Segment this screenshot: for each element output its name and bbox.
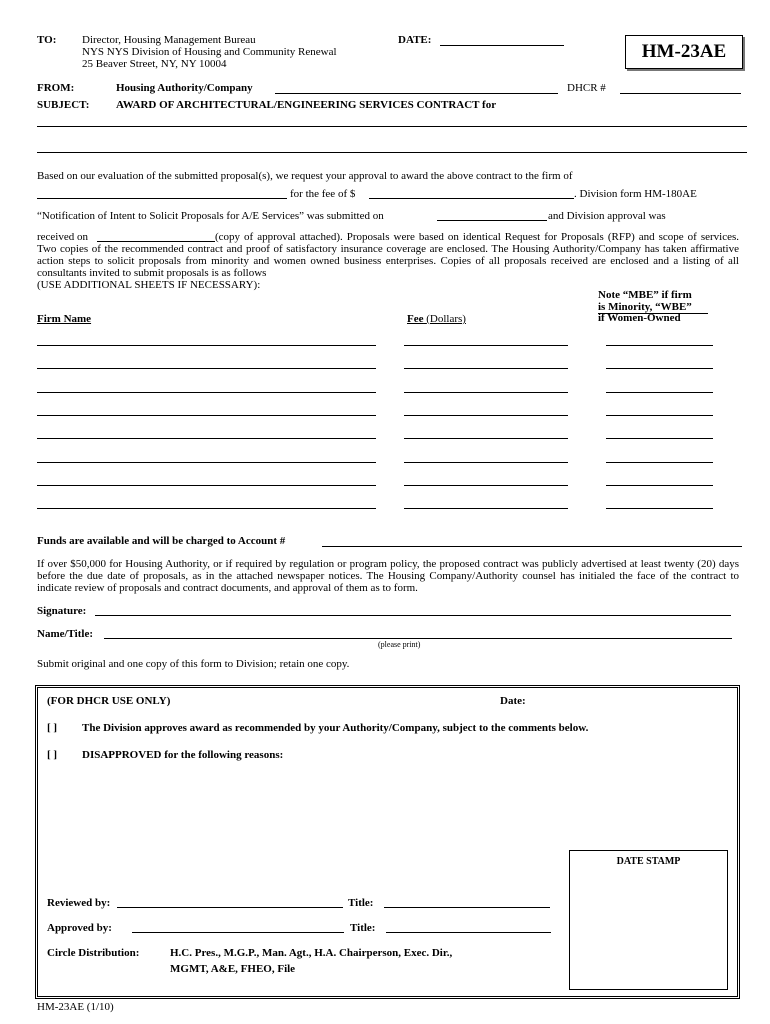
from-field-label: Housing Authority/Company bbox=[116, 82, 253, 94]
name-title-label: Name/Title: bbox=[37, 628, 94, 640]
received-on-label: received on bbox=[37, 231, 88, 243]
fee-row-8-field[interactable] bbox=[404, 508, 568, 509]
firm-name-row-6-field[interactable] bbox=[37, 462, 376, 463]
fee-header-unit: (Dollars) bbox=[426, 313, 466, 325]
firm-name-row-7-field[interactable] bbox=[37, 485, 376, 486]
to-line-1: Director, Housing Management Bureau bbox=[82, 34, 256, 46]
firm-name-row-1-field[interactable] bbox=[37, 345, 376, 346]
approve-checkbox[interactable]: [ ] bbox=[47, 722, 58, 734]
mbe-wbe-row-2-field[interactable] bbox=[606, 368, 713, 369]
date-stamp-label: DATE STAMP bbox=[616, 856, 681, 867]
approve-text: The Division approves award as recommended by your Authority/Company, subject to the comments below. bbox=[82, 722, 589, 734]
subject-text: AWARD OF ARCHITECTURAL/ENGINEERING SERVICES CONTRACT for bbox=[116, 99, 497, 111]
subject-label: SUBJECT: bbox=[37, 99, 90, 111]
name-title-field[interactable] bbox=[104, 638, 732, 639]
from-field[interactable] bbox=[275, 93, 558, 94]
footer-form-id: HM-23AE (1/10) bbox=[37, 1001, 114, 1013]
funds-paragraph: If over $50,000 for Housing Authority, or if required by regulation or program policy, the proposed contract was publicly advertised at least twenty (20) days before the due date of proposals, as in the attached newspaper notices. The Housing Company/Authority counsel has initialed the face of the contract to indicate review of proposals and contract documents, and approval of them as to form. bbox=[37, 558, 739, 594]
mbe-wbe-row-1-field[interactable] bbox=[606, 345, 713, 346]
submitted-on-field[interactable] bbox=[437, 220, 547, 221]
circle-distribution-line-2[interactable]: MGMT, A&E, FHEO, File bbox=[170, 963, 296, 975]
fee-row-7-field[interactable] bbox=[404, 485, 568, 486]
form-code: HM-23AE bbox=[641, 41, 727, 62]
firm-column-header: Firm Name bbox=[37, 313, 92, 325]
mbe-header-underline bbox=[598, 313, 708, 314]
firm-name-row-5-field[interactable] bbox=[37, 438, 376, 439]
para2-additional: (USE ADDITIONAL SHEETS IF NECESSARY): bbox=[37, 279, 261, 291]
mbe-wbe-row-7-field[interactable] bbox=[606, 485, 713, 486]
mbe-wbe-row-6-field[interactable] bbox=[606, 462, 713, 463]
para2-text: (copy of approval attached). Proposals were based on identical Request for Proposals (RFP) and scope of services. Two copies of the recommended contract and proof of satisfactory insurance coverage are enclosed. The Housing Authority/Company has taken affirmative action steps to solicit proposals from minority and women owned business enterprises. Copies of all proposals received are enclosed and a listing of all consultants invited to submit proposals is as follows bbox=[37, 231, 739, 279]
mbe-wbe-row-4-field[interactable] bbox=[606, 415, 713, 416]
approved-by-label: Approved by: bbox=[47, 922, 112, 934]
mbe-wbe-row-3-field[interactable] bbox=[606, 392, 713, 393]
firm-name-row-2-field[interactable] bbox=[37, 368, 376, 369]
firm-name-row-4-field[interactable] bbox=[37, 415, 376, 416]
fee-row-6-field[interactable] bbox=[404, 462, 568, 463]
form-code-box bbox=[625, 35, 743, 69]
mbe-header-line-1: Note “MBE” if firm bbox=[598, 289, 692, 301]
fee-row-4-field[interactable] bbox=[404, 415, 568, 416]
fee-field[interactable] bbox=[369, 198, 574, 199]
mbe-header-line-2: is Minority, “WBE” bbox=[598, 300, 692, 313]
to-line-2: NYS NYS Division of Housing and Community Renewal bbox=[82, 46, 337, 58]
mbe-header-line-3: if Women-Owned bbox=[598, 312, 681, 324]
submit-note: Submit original and one copy of this form to Division; retain one copy. bbox=[37, 658, 350, 670]
fee-row-5-field[interactable] bbox=[404, 438, 568, 439]
division-form-text: . Division form HM-180AE bbox=[574, 188, 697, 200]
mbe-column-header bbox=[598, 290, 692, 325]
mbe-wbe-row-8-field[interactable] bbox=[606, 508, 713, 509]
signature-label: Signature: bbox=[37, 605, 87, 617]
dhcr-label: DHCR # bbox=[567, 82, 606, 94]
circle-distribution-line-1[interactable]: H.C. Pres., M.G.P., Man. Agt., H.A. Chairperson, Exec. Dir., bbox=[170, 947, 453, 959]
para1-line1: Based on our evaluation of the submitted proposal(s), we request your approval to award the above contract to the firm of bbox=[37, 170, 573, 182]
para2-line1-a: “Notification of Intent to Solicit Proposals for A/E Services” was submitted on bbox=[37, 210, 384, 222]
funds-label: Funds are available and will be charged to Account # bbox=[37, 535, 286, 547]
firm-name-field[interactable] bbox=[37, 198, 287, 199]
date-label: DATE: bbox=[398, 34, 432, 46]
fee-label: for the fee of $ bbox=[290, 188, 356, 200]
fee-header-bold: Fee bbox=[407, 313, 424, 325]
to-label: TO: bbox=[37, 34, 57, 46]
firm-name-row-8-field[interactable] bbox=[37, 508, 376, 509]
signature-field[interactable] bbox=[95, 615, 731, 616]
approved-title-label: Title: bbox=[350, 922, 376, 934]
reviewed-title-field[interactable] bbox=[384, 907, 550, 908]
circle-distribution-label: Circle Distribution: bbox=[47, 947, 140, 959]
fee-column-header bbox=[407, 313, 466, 325]
subject-field[interactable] bbox=[37, 126, 747, 127]
reviewed-title-label: Title: bbox=[348, 897, 374, 909]
reviewed-by-label: Reviewed by: bbox=[47, 897, 111, 909]
approved-by-field[interactable] bbox=[132, 932, 344, 933]
dhcr-use-heading: (FOR DHCR USE ONLY) bbox=[47, 695, 171, 707]
date-stamp-box bbox=[569, 850, 728, 990]
para2-line1-b: and Division approval was bbox=[548, 210, 666, 222]
approved-title-field[interactable] bbox=[386, 932, 551, 933]
reviewed-by-field[interactable] bbox=[117, 907, 343, 908]
fee-row-1-field[interactable] bbox=[404, 345, 568, 346]
from-label: FROM: bbox=[37, 82, 75, 94]
account-number-field[interactable] bbox=[322, 546, 742, 547]
fee-row-3-field[interactable] bbox=[404, 392, 568, 393]
header-divider bbox=[37, 152, 747, 153]
firm-name-row-3-field[interactable] bbox=[37, 392, 376, 393]
fee-row-2-field[interactable] bbox=[404, 368, 568, 369]
to-line-3: 25 Beaver Street, NY, NY 10004 bbox=[82, 58, 227, 70]
disapprove-checkbox[interactable]: [ ] bbox=[47, 749, 58, 761]
mbe-wbe-row-5-field[interactable] bbox=[606, 438, 713, 439]
please-print-note: (please print) bbox=[378, 640, 421, 649]
date-field[interactable] bbox=[440, 45, 564, 46]
dhcr-number-field[interactable] bbox=[620, 93, 741, 94]
disapprove-text: DISAPPROVED for the following reasons: bbox=[82, 749, 284, 761]
dhcr-date-label: Date: bbox=[500, 695, 526, 707]
